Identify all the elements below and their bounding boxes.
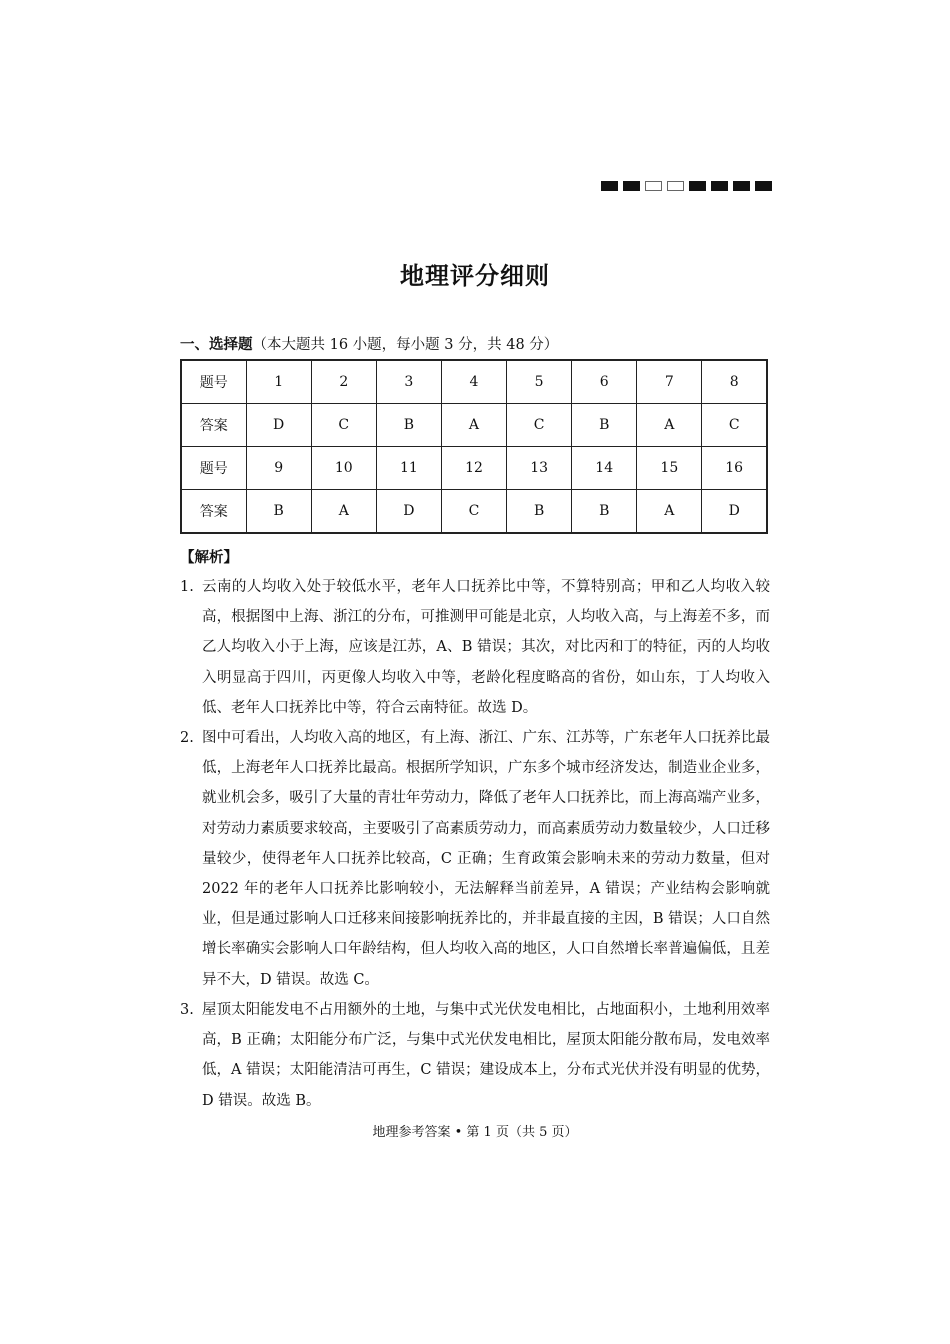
table-cell: A — [441, 404, 506, 447]
item-text: 云南的人均收入处于较低水平，老年人口抚养比中等，不算特别高；甲和乙人均收入较高，根据图中上海、浙江的分布，可推测甲可能是北京，人均收入高，与上海差不多，而乙人均收入小于上海，应该是江苏，A、B 错误；其次，对比丙和丁的特征，丙的人均收入明显高于四川，丙更像人均收入中等，老龄化程度略高的省份，如山东，丁人均收入低、老年人口抚养比中等，符合云南特征。故选 D。 — [202, 579, 770, 716]
table-row — [181, 490, 767, 534]
table-cell: B — [572, 404, 637, 447]
table-cell: C — [507, 404, 572, 447]
header-mark-hollow — [667, 181, 684, 191]
table-cell: 题号 — [181, 360, 246, 404]
page-title: 地理评分细则 — [400, 261, 550, 290]
table-cell: 10 — [311, 447, 376, 490]
answer-table — [180, 359, 768, 534]
table-cell: 16 — [702, 447, 767, 490]
item-number: 2. — [180, 730, 194, 746]
section-heading — [180, 333, 558, 354]
table-cell: 9 — [246, 447, 311, 490]
table-cell: D — [376, 490, 441, 534]
table-cell: C — [702, 404, 767, 447]
table-cell: 15 — [637, 447, 702, 490]
section-heading-label: 一、选择题 — [180, 336, 253, 353]
table-cell: A — [637, 490, 702, 534]
item-number: 1. — [180, 579, 194, 595]
analysis-item — [180, 723, 770, 995]
table-cell: A — [311, 490, 376, 534]
table-cell: 1 — [246, 360, 311, 404]
header-mark — [689, 181, 706, 191]
analysis-heading: 【解析】 — [180, 549, 238, 566]
table-cell: B — [507, 490, 572, 534]
table-cell: A — [637, 404, 702, 447]
table-cell: C — [441, 490, 506, 534]
page-footer: 地理参考答案 • 第 1 页（共 5 页） — [372, 1125, 578, 1140]
header-mark — [755, 181, 772, 191]
table-cell: 5 — [507, 360, 572, 404]
item-text: 屋顶太阳能发电不占用额外的土地，与集中式光伏发电相比，占地面积小，土地利用效率高，B 正确；太阳能分布广泛，与集中式光伏发电相比，屋顶太阳能分散布局，发电效率低，A 错误；太阳能清洁可再生，C 错误；建设成本上，分布式光伏并没有明显的优势，D 错误。故选 B。 — [202, 1002, 770, 1109]
table-cell: C — [311, 404, 376, 447]
table-cell: 答案 — [181, 490, 246, 534]
table-cell: 题号 — [181, 447, 246, 490]
table-cell: 3 — [376, 360, 441, 404]
header-mark — [733, 181, 750, 191]
table-row — [181, 360, 767, 404]
table-cell: 14 — [572, 447, 637, 490]
table-row — [181, 404, 767, 447]
table-cell: 4 — [441, 360, 506, 404]
analysis-item — [180, 572, 770, 723]
item-text: 图中可看出，人均收入高的地区，有上海、浙江、广东、江苏等，广东老年人口抚养比最低，上海老年人口抚养比最高。根据所学知识，广东多个城市经济发达，制造业企业多，就业机会多，吸引了大量的青壮年劳动力，降低了老年人口抚养比，而上海高端产业多，对劳动力素质要求较高，主要吸引了高素质劳动力，而高素质劳动力数量较少，人口迁移量较少，使得老年人口抚养比较高，C 正确；生育政策会影响未来的劳动力数量，但对 2022 年的老年人口抚养比影响较小，无法解释当前差异，A 错误；产业结构会影响就业，但是通过影响人口迁移来间接影响抚养比的，并非最直接的主因，B 错误；人口自然增长率确实会影响人口年龄结构，但人均收入高的地区，人口自然增长率普遍偏低，且差异不大，D 错误。故选 C。 — [202, 730, 770, 988]
table-cell: B — [376, 404, 441, 447]
header-mark — [601, 181, 618, 191]
table-cell: D — [702, 490, 767, 534]
section-heading-note: （本大题共 16 小题，每小题 3 分，共 48 分） — [252, 337, 559, 353]
table-cell: B — [572, 490, 637, 534]
table-cell: 7 — [637, 360, 702, 404]
header-mark — [623, 181, 640, 191]
header-marks — [601, 181, 772, 191]
table-cell: 6 — [572, 360, 637, 404]
analysis-item — [180, 995, 770, 1116]
table-cell: 8 — [702, 360, 767, 404]
item-number: 3. — [180, 1002, 194, 1018]
table-cell: 2 — [311, 360, 376, 404]
table-cell: 11 — [376, 447, 441, 490]
table-cell: D — [246, 404, 311, 447]
table-cell: 答案 — [181, 404, 246, 447]
table-row — [181, 447, 767, 490]
table-cell: 13 — [507, 447, 572, 490]
header-mark — [711, 181, 728, 191]
header-mark-hollow — [645, 181, 662, 191]
table-cell: 12 — [441, 447, 506, 490]
table-cell: B — [246, 490, 311, 534]
